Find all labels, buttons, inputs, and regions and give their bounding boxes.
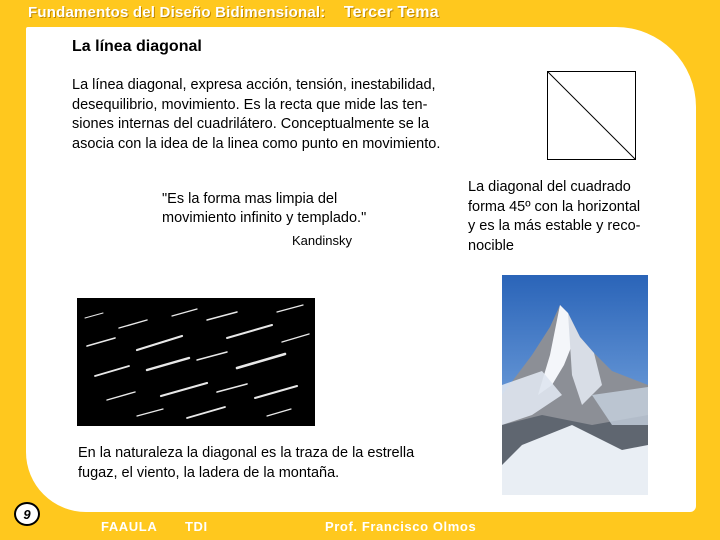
shooting-stars-image xyxy=(77,298,315,426)
page-number-badge: 9 xyxy=(14,502,40,526)
mountain-photo xyxy=(502,275,648,495)
diagonal-note: La diagonal del cuadrado forma 45º con la horizontal y es la más estable y reco- nocible xyxy=(468,179,641,254)
footer-school: FAAULA xyxy=(101,519,158,534)
diagonal-square-figure xyxy=(547,71,636,160)
kandinsky-quote: "Es la forma mas limpia del movimiento infinito y templado." xyxy=(162,191,367,226)
course-subject: Fundamentos del Diseño Bidimensional: xyxy=(28,4,326,21)
slide-title: La línea diagonal xyxy=(72,38,202,55)
intro-paragraph: La línea diagonal, expresa acción, tensión, inestabilidad, desequilibrio, movimiento. Es la recta que mide las ten- siones internas del cuadrilátero. Conceptualmente se la asocia con la idea de la linea como punto en movimiento. xyxy=(72,77,441,152)
footer-course: TDI xyxy=(185,519,208,534)
slide-header xyxy=(28,4,439,24)
topic-title: Tercer Tema xyxy=(343,4,439,21)
footer-professor: Prof. Francisco Olmos xyxy=(325,519,477,534)
nature-paragraph: En la naturaleza la diagonal es la traza de la estrella fugaz, el viento, la ladera de la montaña. xyxy=(78,445,415,481)
quote-author: Kandinsky xyxy=(292,233,352,248)
